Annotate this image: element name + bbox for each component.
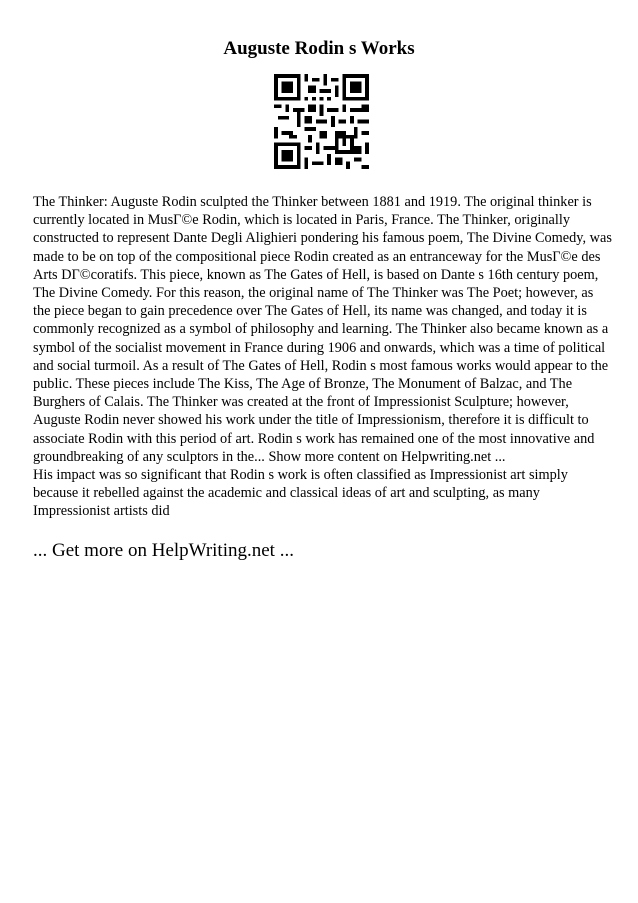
paragraph: His impact was so significant that Rodin s work is often classified as Impressionist art simply because it rebelled against the academic and classical ideas of art and sculpting, as many Impressionist artists did [33,467,568,520]
qr-code-icon [274,74,369,169]
page-title: Auguste Rodin s Works [223,38,415,59]
paragraph: The Thinker: Auguste Rodin sculpted the Thinker between 1881 and 1919. The original thinker is currently located in MusГ©e Rodin, which is located in Paris, France. The Thinker, originally constructed to represent Dante Degli Alighieri pondering his famous poem, The Divine Comedy, was made to be on top of the compositional piece Rodin created as an entranceway for the MusГ©e des Arts DГ©coratifs. This piece, known as The Gates of Hell, is based on Dante s 16th century poem, The Divine Comedy. For this reason, the original name of The Thinker was The Poet; however, as the piece began to gain precedence over The Gates of Hell, its name was changed, and today it is commonly recognized as a symbol of philosophy and learning. The Thinker also became known as a symbol of the socialist movement in France during 1906 and onwards, which was a time of political and social turmoil. As a result of The Gates of Hell, Rodin s most famous works would appear to the public. These pieces include The Kiss, The Age of Bronze, The Monument of Balzac, and The Burghers of Calais. The Thinker was created at the front of Impressionist Sculpture; however, Auguste Rodin never showed his work under the title of Impressionism, therefore it is difficult to associate Rodin with this period of art. Rodin s work has remained one of the most innovative and groundbreaking of any sculptors in the... Show more content on Helpwriting.net ... [33,194,612,465]
article-body [33,193,613,521]
get-more-link[interactable]: ... Get more on HelpWriting.net ... [33,540,294,561]
